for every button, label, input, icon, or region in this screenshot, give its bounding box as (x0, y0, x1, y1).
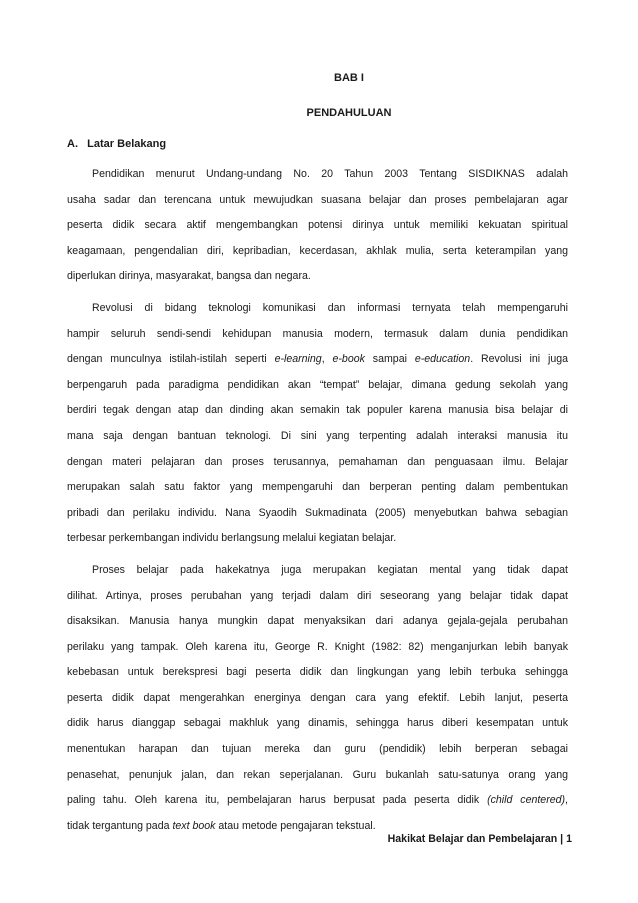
text-line: kebebasan untuk berekspresi bagi peserta didik dan lingkungan yang lebih terbuka sehingga (67, 666, 568, 679)
paragraph-3 (67, 558, 568, 840)
text-line: dengan materi pelajaran dan proses terusannya, pemahaman dan penguasaan ilmu. Belajar (67, 455, 568, 468)
text-line: penasehat, penunjuk jalan, dan rekan seperjalanan. Guru bukanlah satu-satunya orang yang (67, 768, 568, 781)
term-italic: text book (172, 819, 216, 832)
text-line: hampir seluruh sendi-sendi kehidupan manusia modern, termasuk dalam dunia pendidikan (67, 327, 568, 340)
text-line: perilaku yang tampak. Oleh karena itu, George R. Knight (1982: 82) menganjurkan lebih banyak (67, 640, 568, 653)
term-italic: e-learning (274, 353, 322, 366)
text-line: menentukan harapan dan tujuan mereka dan guru (pendidik) lebih berperan sebagai (67, 743, 568, 756)
text-line: dilihat. Artinya, proses perubahan yang terjadi dalam diri seseorang yang belajar tidak dapat (67, 589, 568, 602)
footer-separator: | (557, 833, 567, 845)
text-line: didik harus dianggap sebagai makhluk yang dinamis, sehingga harus diberi kesempatan untuk (67, 717, 568, 730)
section-heading (67, 138, 166, 150)
text-line: usaha sadar dan terencana untuk mewujudkan suasana belajar dan proses pembelajaran agar (67, 193, 568, 206)
text-line: dengan munculnya istilah-istilah seperti e-learning, e-book sampai e-education. Revolusi ini juga (67, 353, 568, 366)
section-title: Latar Belakang (87, 138, 167, 150)
section-label: A. (67, 138, 78, 150)
chapter-title: PENDAHULUAN (306, 107, 392, 119)
text-line: peserta didik dapat mengerahkan energinya dengan cara yang efektif. Lebih lanjut, peserta (67, 691, 568, 704)
term-italic: e-book (332, 353, 365, 366)
text-line: Proses belajar pada hakekatnya juga merupakan kegiatan mental yang tidak dapat (92, 563, 568, 576)
term-italic: e-education (414, 353, 471, 366)
text-line: keagamaan, pengendalian diri, kepribadian, kecerdasan, akhlak mulia, serta keterampilan yang (67, 244, 568, 257)
text-line: diperlukan dirinya, masyarakat, bangsa dan negara. (67, 270, 311, 283)
text-line: merupakan salah satu faktor yang mempengaruhi dan berperan penting dalam pembentukan (67, 481, 568, 494)
text-line: paling tahu. Oleh karena itu, pembelajaran harus berpusat pada peserta didik (child centered), (67, 794, 568, 807)
text-line: peserta didik secara aktif mengembangkan potensi dirinya untuk memiliki kekuatan spiritual (67, 219, 568, 232)
text-line: berpengaruh pada paradigma pendidikan akan “tempat” belajar, dimana gedung sekolah yang (67, 378, 568, 391)
text-line: terbesar perkembangan individu berlangsung melalui kegiatan belajar. (67, 532, 397, 545)
text-line: tidak tergantung pada text book atau metode pengajaran tekstual. (67, 819, 376, 832)
text-line: pribadi dan perilaku individu. Nana Syaodih Sukmadinata (2005) menyebutkan bahwa sebagian (67, 506, 568, 519)
page-number: 1 (566, 833, 572, 845)
footer-title: Hakikat Belajar dan Pembelajaran (387, 833, 558, 845)
text-line: Pendidikan menurut Undang-undang No. 20 Tahun 2003 Tentang SISDIKNAS adalah (92, 168, 568, 180)
page-footer (388, 833, 572, 845)
chapter-number: BAB I (334, 72, 364, 84)
text-line: Revolusi di bidang teknologi komunikasi dan informasi ternyata telah mempengaruhi (92, 301, 568, 314)
term-italic: (child centered) (487, 794, 566, 807)
body-text (67, 162, 568, 839)
text-line: berdiri tegak dengan atap dan dinding akan semakin tak populer karena manusia bisa belajar di (67, 404, 568, 417)
text-line: mana saja dengan bantuan teknologi. Di sini yang terpenting adalah interaksi manusia itu (67, 429, 568, 442)
paragraph-2 (67, 296, 568, 552)
text-line: disaksikan. Manusia hanya mungkin dapat menyaksikan dari adanya gejala-gejala perubahan (67, 615, 568, 628)
paragraph-1 (67, 162, 568, 290)
